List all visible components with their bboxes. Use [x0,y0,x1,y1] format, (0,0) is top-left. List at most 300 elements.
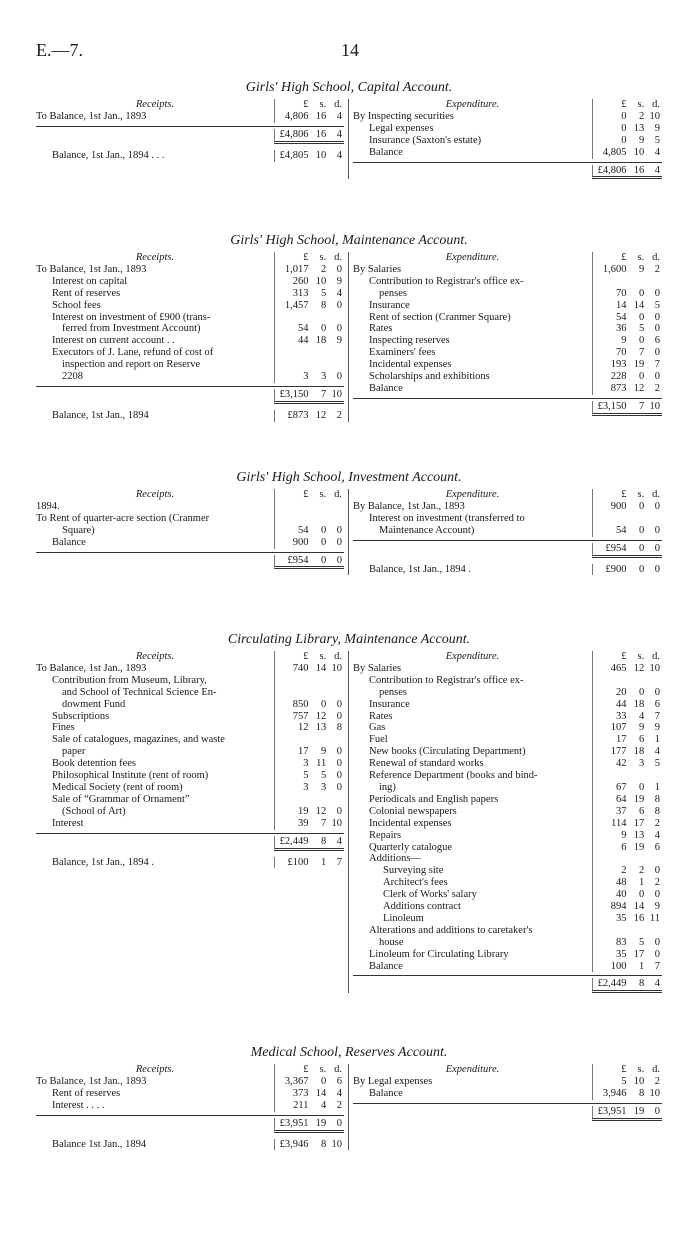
pence-value: 0 [654,287,660,299]
amount-cell [592,300,662,312]
currency-header [274,651,344,663]
ledger-description: Balance [369,1087,403,1099]
pence-value: 10 [331,662,342,674]
pounds-header: £ [621,1064,627,1075]
currency-header [274,1064,344,1076]
pence-value: 6 [336,1075,342,1087]
shillings-value: 9 [638,134,645,146]
pounds-value: £4,805 [279,149,309,161]
shillings-value [627,925,645,937]
pence-value: 5 [654,758,660,770]
ledger-description: Balance [369,146,403,158]
ledger-description: To Balance, 1st Jan., 1893 [36,662,147,674]
pounds-value: 373 [292,1087,309,1099]
shillings-value: 0 [320,1075,327,1087]
pounds-value: 740 [292,662,309,674]
shillings-value: 0 [320,524,327,536]
ledger-description: Contribution to Registrar's office ex- [369,275,524,287]
shillings-value: 7 [320,388,327,400]
ledger-description: dowment Fund [62,698,126,710]
amount-cell [592,889,662,901]
ledger-description: Square) [62,524,95,536]
currency-header [592,99,662,111]
pounds-header: £ [303,1064,309,1075]
pence-value: 6 [654,335,660,347]
pounds-value: £3,150 [279,388,309,400]
amount-cell [592,794,662,806]
pence-value: 2 [654,382,660,394]
pounds-value: 4,806 [284,110,309,122]
ledger-row [353,830,662,842]
pence-value: 10 [331,817,342,829]
amount-cell [592,937,662,949]
ledger-description: 2208 [62,371,83,383]
amount-cell [274,129,344,144]
ledger-row [353,770,662,782]
account-title: Girls' High School, Maintenance Account. [230,233,468,248]
ledger-row [353,111,662,123]
pence-value: 2 [654,1075,660,1087]
pence-value: 0 [336,758,342,770]
ledger-row [353,675,662,687]
pounds-value: 19 [298,805,309,817]
pence-value: 0 [336,299,342,311]
amount-cell [274,711,344,723]
pence-header: d. [652,99,660,110]
pounds-value: £900 [605,563,627,575]
pence-value: 10 [331,388,342,400]
amount-cell [274,1076,344,1088]
shillings-value: 16 [633,912,645,924]
shillings-value: 2 [320,263,327,275]
account-columns [36,651,662,993]
closing-balance-label: Balance, 1st Jan., 1894 . [369,563,472,575]
ledger-row [353,513,662,525]
shillings-value [309,501,327,513]
page-number: 14 [341,40,359,60]
amount-cell [274,734,344,746]
pence-value: 0 [654,686,660,698]
ledger-row [36,794,344,806]
ledger-description: Surveying site [383,865,444,877]
pounds-value: 4,805 [602,146,627,158]
amount-cell [274,1139,344,1151]
pounds-value: 900 [292,536,309,548]
column-header-row [353,489,662,501]
ledger-description: By Salaries [353,263,402,275]
amount-cell [592,806,662,818]
shillings-value: 0 [320,323,327,335]
receipts-column [36,489,349,575]
currency-header [592,1064,662,1076]
amount-cell [592,335,662,347]
amount-cell [592,818,662,830]
pounds-value: 83 [616,936,627,948]
amount-cell [592,501,662,513]
amount-cell [592,877,662,889]
amount-cell [274,525,344,537]
amount-cell [592,842,662,854]
amount-cell [274,312,344,324]
amount-cell [274,347,344,359]
ledger-row [36,264,344,276]
expenditure-total-row [353,540,662,558]
shillings-value: 0 [320,698,327,710]
account-title: Circulating Library, Maintenance Account. [227,632,471,647]
shillings-value: 10 [315,149,327,161]
amount-cell [592,711,662,723]
ledger-description: Additions— [369,853,421,865]
amount-cell [592,288,662,300]
pence-value: 0 [654,311,660,323]
amount-cell [592,901,662,913]
ledger-row [353,276,662,288]
ledger-description: Incidental expenses [369,359,452,371]
pounds-value: 5 [303,770,309,782]
shillings-header: s. [637,651,645,662]
pence-header: d. [334,489,342,500]
shillings-value: 4 [638,710,645,722]
shillings-value: 18 [315,335,327,347]
shillings-value [627,770,645,782]
ledger-row [353,663,662,675]
pence-value: 1 [654,781,660,793]
ledger-row [36,722,344,734]
ledger-description: Clerk of Works' salary [383,889,477,901]
shillings-value: 1 [638,960,645,972]
pounds-value: 35 [616,912,627,924]
pounds-value [593,276,627,288]
ledger-description: Reference Department (books and bind- [369,770,538,782]
amount-cell [592,734,662,746]
ledger-description: Book detention fees [52,758,136,770]
pence-value: 0 [654,323,660,335]
pounds-value: 42 [616,758,627,770]
expenditure-total-row [353,975,662,993]
shillings-value [309,687,327,699]
pounds-value: 3 [303,758,309,770]
ledger-row [353,889,662,901]
amount-cell [592,347,662,359]
amount-cell [274,770,344,782]
total-spacer [36,129,274,144]
shillings-value: 0 [638,287,645,299]
ledger-description: Linoleum for Circulating Library [369,948,509,960]
pence-value: 0 [654,347,660,359]
ledger-description: Additions contract [383,901,461,913]
ledger-description: Balance [369,960,403,972]
expenditure-heading: Expenditure. [445,489,500,500]
shillings-value: 0 [638,335,645,347]
amount-cell [274,323,344,335]
pounds-value [593,675,627,687]
ledger-description: By Salaries [353,662,402,674]
shillings-value: 14 [633,299,645,311]
ledger-description: Philosophical Institute (rent of room) [52,770,209,782]
column-header-row [353,1064,662,1076]
pounds-value: 54 [616,524,627,536]
expenditure-total-row [353,162,662,180]
receipts-heading: Receipts. [135,252,175,263]
document-reference: E.—7. [36,40,83,60]
amount-cell [274,806,344,818]
pence-value: 9 [336,335,342,347]
ledger-row [353,722,662,734]
pence-value: 0 [654,1105,660,1117]
pounds-value: 54 [616,311,627,323]
pounds-value: £2,449 [597,978,627,990]
ledger-row [36,513,344,525]
pence-value: 4 [654,746,660,758]
shillings-header: s. [637,252,645,263]
pounds-value: 2 [621,865,627,877]
amount-cell [592,135,662,147]
pounds-header: £ [303,489,309,500]
pounds-value: 107 [610,722,627,734]
shillings-value [309,513,327,525]
pence-header: d. [652,489,660,500]
pounds-value: 3 [303,371,309,383]
pounds-value: 114 [611,817,627,829]
shillings-value [309,347,327,359]
pence-value: 10 [649,110,660,122]
pounds-header: £ [621,651,627,662]
expenditure-column [349,252,662,422]
pence-value: 4 [654,146,660,158]
ledger-description: Insurance (Saxton's estate) [369,134,482,146]
pence-value: 10 [649,662,660,674]
ledger-description: Rates [369,323,393,335]
ledger-description: Sale of “Grammar of Ornament” [52,793,190,805]
ledger-description: To Balance, 1st Jan., 1893 [36,263,147,275]
column-header-row [353,99,662,111]
ledger-row [353,865,662,877]
pounds-value [275,675,309,687]
shillings-value: 0 [638,686,645,698]
pounds-value: 70 [616,347,627,359]
shillings-value: 3 [320,371,327,383]
pence-value: 8 [336,722,342,734]
pounds-value [593,513,627,525]
ledger-row [36,758,344,770]
amount-cell [274,1118,344,1133]
amount-cell [592,513,662,525]
shillings-header: s. [637,99,645,110]
amount-cell [592,675,662,687]
ledger-row [36,675,344,687]
shillings-value: 12 [633,382,645,394]
pounds-value: £2,449 [279,835,309,847]
ledger-row [36,371,344,383]
pounds-value: 14 [616,299,627,311]
shillings-header: s. [319,489,327,500]
shillings-value: 9 [638,263,645,275]
ledger-description: Rent of reserves [52,1087,121,1099]
ledger-description: Fines [52,722,75,734]
pounds-header: £ [303,252,309,263]
shillings-value: 8 [638,1087,645,1099]
ledger-row [36,359,344,371]
closing-balance-label: Balance, 1st Jan., 1894 . [52,856,155,868]
amount-cell [274,389,344,404]
pence-header: d. [652,252,660,263]
ledger-row [353,1088,662,1100]
shillings-header: s. [637,489,645,500]
account-columns [36,252,662,422]
pounds-value: 894 [610,901,627,913]
ledger-row [353,300,662,312]
ledger-description: Balance [369,382,403,394]
ledger-row [36,782,344,794]
pence-value: 0 [336,710,342,722]
pounds-value: 3 [303,781,309,793]
pence-value: 0 [654,936,660,948]
pounds-header: £ [621,489,627,500]
shillings-value: 3 [320,781,327,793]
pounds-value [275,687,309,699]
pounds-value: 12 [298,722,309,734]
ledger-row [36,1088,344,1100]
amount-cell [592,1106,662,1121]
expenditure-column [349,99,662,179]
pence-value: 0 [336,781,342,793]
ledger-row [36,111,344,123]
receipts-total-row [36,833,344,851]
total-spacer [353,543,592,558]
amount-cell [274,410,344,422]
ledger-row [36,347,344,359]
total-spacer [353,1106,592,1121]
pence-value: 0 [654,889,660,901]
pounds-value: 17 [616,734,627,746]
closing-balance-label: Balance 1st Jan., 1894 [52,1138,147,1150]
pounds-value: 193 [610,359,627,371]
ledger-description: School fees [52,299,101,311]
ledger-row [36,699,344,711]
ledger-description: Alterations and additions to caretaker's [369,924,533,936]
pounds-header: £ [621,99,627,110]
ledger-description: paper [62,746,86,758]
shillings-value [627,276,645,288]
pounds-value: 33 [616,710,627,722]
total-spacer [353,165,592,180]
ledger-description: penses [379,287,407,299]
ledger-description: Insurance [369,698,410,710]
shillings-value: 0 [638,371,645,383]
pounds-value: 6 [621,841,627,853]
amount-cell [592,1088,662,1100]
ledger-row [36,806,344,818]
ledger-description: Inspecting reserves [369,335,450,347]
shillings-value: 1 [320,856,327,868]
expenditure-heading: Expenditure. [445,99,500,110]
pounds-value: £954 [287,554,309,566]
shillings-value: 0 [320,554,327,566]
ledger-description: To Balance, 1st Jan., 1893 [36,1075,147,1087]
amount-cell [592,925,662,937]
pence-value: 10 [649,1087,660,1099]
shillings-value: 6 [638,805,645,817]
account-title: Girls' High School, Capital Account. [245,80,453,95]
pounds-value: £100 [287,856,309,868]
expenditure-column [349,651,662,993]
pence-value: 4 [336,149,342,161]
shillings-value: 2 [638,110,645,122]
ledger-row [36,276,344,288]
pounds-value: £954 [605,542,627,554]
ledger-row [353,288,662,300]
account-columns [36,99,662,179]
ledger-row [36,746,344,758]
pence-value: 2 [654,263,660,275]
pounds-header: £ [621,252,627,263]
pounds-value: 900 [610,500,627,512]
ledger-row [353,806,662,818]
amount-cell [592,853,662,865]
ledger-row [353,925,662,937]
account-columns [36,489,662,575]
ledger-row [353,359,662,371]
shillings-value: 14 [315,662,327,674]
receipts-total-row [36,552,344,570]
ledger-description: Interest on current account . . [52,335,175,347]
ledger-row [353,123,662,135]
ledger-row [353,335,662,347]
ledger-row [353,901,662,913]
shillings-value: 12 [315,409,327,421]
shillings-value: 13 [315,722,327,734]
shillings-value [309,675,327,687]
pence-value [326,501,342,513]
amount-cell [592,758,662,770]
receipts-heading: Receipts. [135,1064,175,1075]
ledger-row [36,770,344,782]
column-header-row [36,99,344,111]
pence-header: d. [334,1064,342,1075]
pounds-value: £4,806 [597,164,627,176]
amount-cell [592,401,662,416]
ledger-description: Legal expenses [369,122,434,134]
ledger-description: Insurance [369,299,410,311]
amount-cell [274,537,344,549]
receipts-column [36,1064,349,1150]
total-spacer [36,836,274,851]
ledger-description: Medical Society (rent of room) [52,781,183,793]
ledger-description: Interest [52,817,84,829]
amount-cell [592,371,662,383]
pence-header: d. [334,651,342,662]
pence-value: 8 [654,805,660,817]
pounds-header: £ [303,651,309,662]
shillings-value: 8 [320,835,327,847]
column-header-row [36,252,344,264]
shillings-value: 18 [633,746,645,758]
ledger-row [353,525,662,537]
pounds-value: 39 [298,817,309,829]
shillings-value: 7 [638,400,645,412]
pence-value: 4 [336,110,342,122]
ledger-row [353,794,662,806]
total-spacer [36,389,274,404]
shillings-value [627,853,645,865]
shillings-header: s. [319,1064,327,1075]
receipts-heading: Receipts. [135,99,175,110]
amount-cell [274,276,344,288]
pence-header: d. [334,99,342,110]
pounds-value: 20 [616,686,627,698]
ledger-row [353,371,662,383]
amount-cell [274,794,344,806]
